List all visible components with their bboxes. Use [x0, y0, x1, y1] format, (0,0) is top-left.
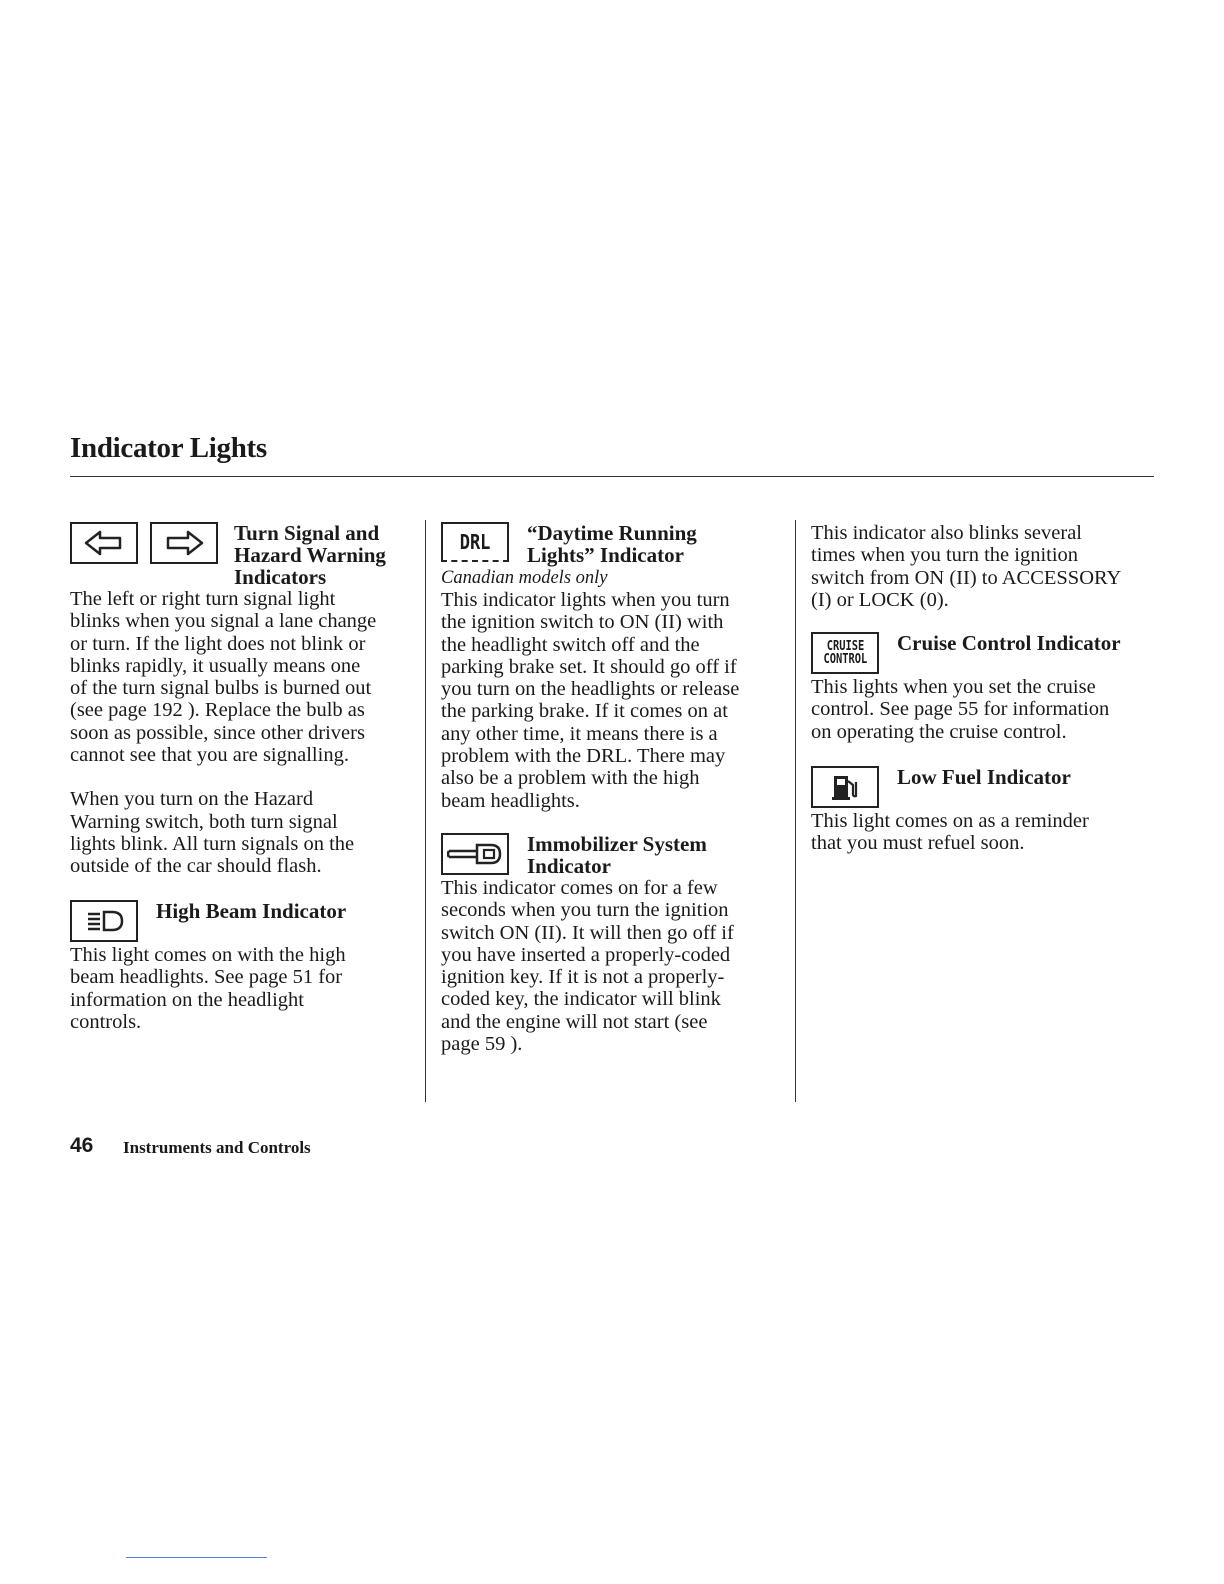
immobilizer-paragraph: This indicator comes on for a few seconds when you turn the ignition switch ON (II). It will then go off if you have inserted a properly-coded ignition key. If it is not a properly- coded key, the indicator will blink and the engine will not start (see page 59 ).	[441, 877, 734, 1056]
turn-signal-paragraph-2: When you turn on the Hazard Warning switch, both turn signal lights blink. All turn signals on the outside of the car should flash.	[70, 788, 355, 878]
left-arrow-icon	[70, 522, 138, 564]
right-arrow-icon	[150, 522, 218, 564]
drl-title-2: Lights” Indicator	[527, 543, 684, 567]
column-divider-2	[795, 520, 796, 1102]
bottom-rule	[126, 1557, 267, 1558]
immobilizer-title-2: Indicator	[527, 854, 611, 878]
drl-icon: DRL	[441, 522, 509, 562]
immobilizer-title-1: Immobilizer System	[527, 832, 707, 856]
column-divider-1	[425, 520, 426, 1102]
immobilizer-continued-paragraph: This indicator also blinks several times when you turn the ignition switch from ON (II) to ACCESSORY (I) or LOCK (0).	[811, 522, 1122, 611]
drl-section	[441, 522, 786, 812]
fuel-pump-icon	[811, 766, 879, 808]
cruise-control-icon: CRUISE CONTROL	[811, 632, 879, 674]
turn-signal-title-1: Turn Signal and	[234, 521, 380, 545]
low-fuel-title: Low Fuel Indicator	[897, 765, 1071, 789]
low-fuel-paragraph: This light comes on as a reminder that you must refuel soon.	[811, 810, 1089, 855]
high-beam-title: High Beam Indicator	[156, 899, 347, 923]
low-fuel-section	[811, 766, 1161, 855]
high-beam-icon	[70, 900, 138, 942]
section-name: Instruments and Controls	[123, 1138, 311, 1157]
drl-paragraph: This indicator lights when you turn the ignition switch to ON (II) with the headlight switch off and the parking brake set. It should go off if you turn on the headlights or release the parking brake. If it comes on at any other time, it means there is a problem with the DRL. There may also be a problem with the high beam headlights.	[441, 589, 740, 812]
high-beam-paragraph: This light comes on with the high beam headlights. See page 51 for information on the headlight controls.	[70, 944, 346, 1033]
title-divider	[70, 476, 1154, 477]
high-beam-section	[70, 900, 415, 1033]
immobilizer-section	[441, 833, 786, 1055]
turn-signal-title-2: Hazard Warning	[234, 543, 386, 567]
page-title: Indicator Lights	[70, 432, 267, 464]
turn-signal-title-3: Indicators	[234, 565, 327, 589]
turn-signal-section	[70, 522, 415, 878]
immobilizer-continued-section	[811, 522, 1161, 611]
page-number: 46	[70, 1134, 94, 1157]
turn-signal-paragraph-1: The left or right turn signal light blinks when you signal a lane change or turn. If the light does not blink or blinks rapidly, it usually means one of the turn signal bulbs is burned out (see page 192 ). Replace the bulb as soon as possible, since other drivers cannot see that you are signalling.	[70, 588, 377, 767]
cruise-control-title: Cruise Control Indicator	[897, 631, 1121, 655]
drl-subtitle: Canadian models only	[441, 568, 608, 588]
cruise-control-paragraph: This lights when you set the cruise control. See page 55 for information on operating the cruise control.	[811, 676, 1110, 743]
key-icon	[441, 833, 509, 875]
cruise-control-section	[811, 632, 1161, 743]
drl-title-1: “Daytime Running	[527, 521, 697, 545]
